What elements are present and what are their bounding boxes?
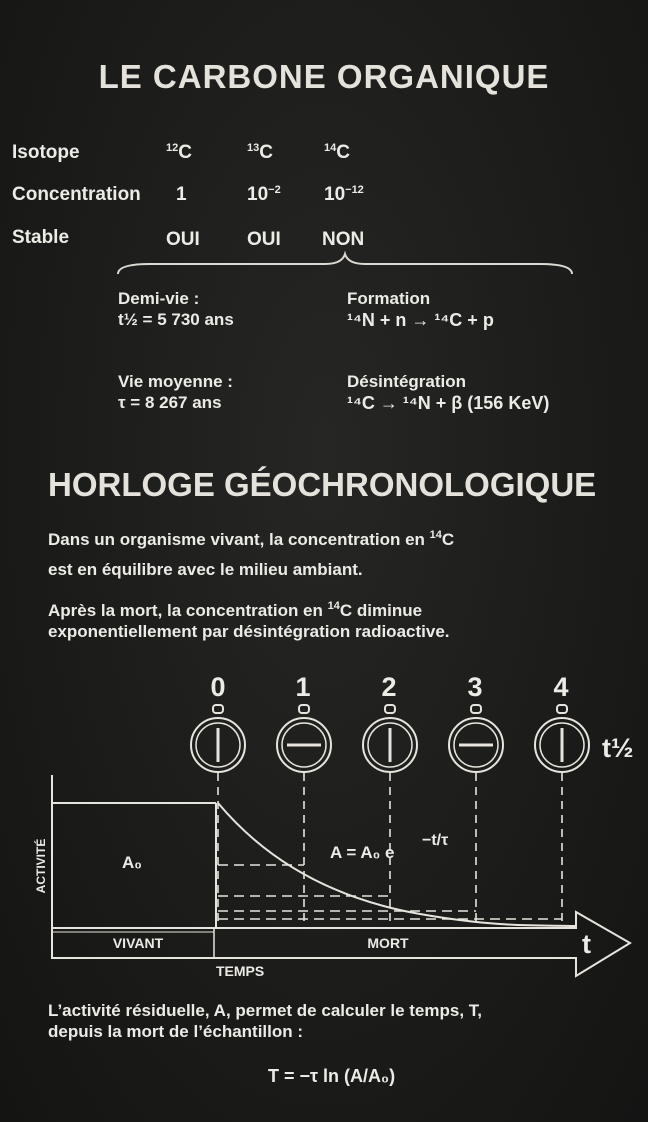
graph-ylabel: ACTIVITÉ: [34, 838, 48, 894]
row-label-isotope: Isotope: [12, 142, 80, 163]
stable-c12: OUI: [166, 229, 200, 250]
isotope-c13: $^{13}$C: [247, 142, 273, 163]
graph-formula-exponent: −t/τ: [422, 832, 449, 849]
isotope-c12: $^{12}$C: [166, 142, 192, 163]
paragraph-vivant: Dans un organisme vivant, la concentration en $^{14}$C est en équilibre avec le milieu ambiant.: [48, 529, 455, 579]
clock-number-4: 4: [553, 672, 569, 702]
concentration-c14: $10^{-12}$: [324, 184, 364, 205]
formation-label: Formation: [347, 289, 431, 308]
graph-a0: A₀: [122, 853, 142, 872]
page-title: LE CARBONE ORGANIQUE: [98, 58, 550, 95]
stopwatch-icon-0: [191, 705, 245, 772]
stopwatch-icon-4: [535, 705, 589, 772]
vie-moyenne-value: τ = 8 267 ans: [118, 393, 222, 412]
row-label-stable: Stable: [12, 227, 70, 248]
paragraph-mort: Après la mort, la concentration en $^{14}$C diminue exponentiellement par désintégration radioactive.: [48, 600, 450, 641]
demi-vie-value: t½ = 5 730 ans: [118, 310, 234, 329]
concentration-c13: $10^{-2}$: [247, 184, 281, 205]
section-title-horloge: HORLOGE GÉOCHRONOLOGIQUE: [48, 466, 597, 503]
clock-number-0: 0: [210, 672, 226, 702]
clock-unit-label: t½: [602, 733, 634, 763]
demi-vie-label: Demi-vie :: [118, 289, 200, 308]
vie-moyenne-label: Vie moyenne :: [118, 372, 233, 391]
clock-number-1: 1: [295, 672, 311, 702]
clock-number-2: 2: [381, 672, 397, 702]
desintegration-label: Désintégration: [347, 372, 467, 391]
conclusion-text: L’activité résiduelle, A, permet de calculer le temps, T, depuis la mort de l’échantillon :: [48, 1001, 482, 1041]
clock-number-3: 3: [467, 672, 483, 702]
graph-t-axis-label: t: [582, 929, 591, 959]
isotope-c14: $^{14}$C: [324, 142, 350, 163]
stable-c13: OUI: [247, 229, 281, 250]
decay-diagram: [0, 700, 648, 1000]
stopwatch-icon-2: [363, 705, 417, 772]
row-label-concentration: Concentration: [12, 184, 141, 205]
desintegration-equation: ¹⁴C → ¹⁴N + β (156 KeV): [347, 393, 550, 413]
stopwatch-icon-3: [449, 705, 503, 772]
concentration-c12: 1: [176, 184, 187, 205]
stable-c14: NON: [322, 229, 365, 250]
formation-equation: ¹⁴N + n → ¹⁴C + p: [347, 310, 494, 330]
graph-vivant-label: VIVANT: [112, 935, 164, 951]
final-formula: T = −τ ln (A/A₀): [268, 1066, 396, 1086]
graph-formula: A = A₀ e: [330, 843, 395, 862]
curly-brace: [110, 250, 580, 280]
graph-mort-label: MORT: [367, 935, 409, 951]
stopwatch-icon-1: [277, 705, 331, 772]
graph-temps-label: TEMPS: [216, 963, 265, 979]
